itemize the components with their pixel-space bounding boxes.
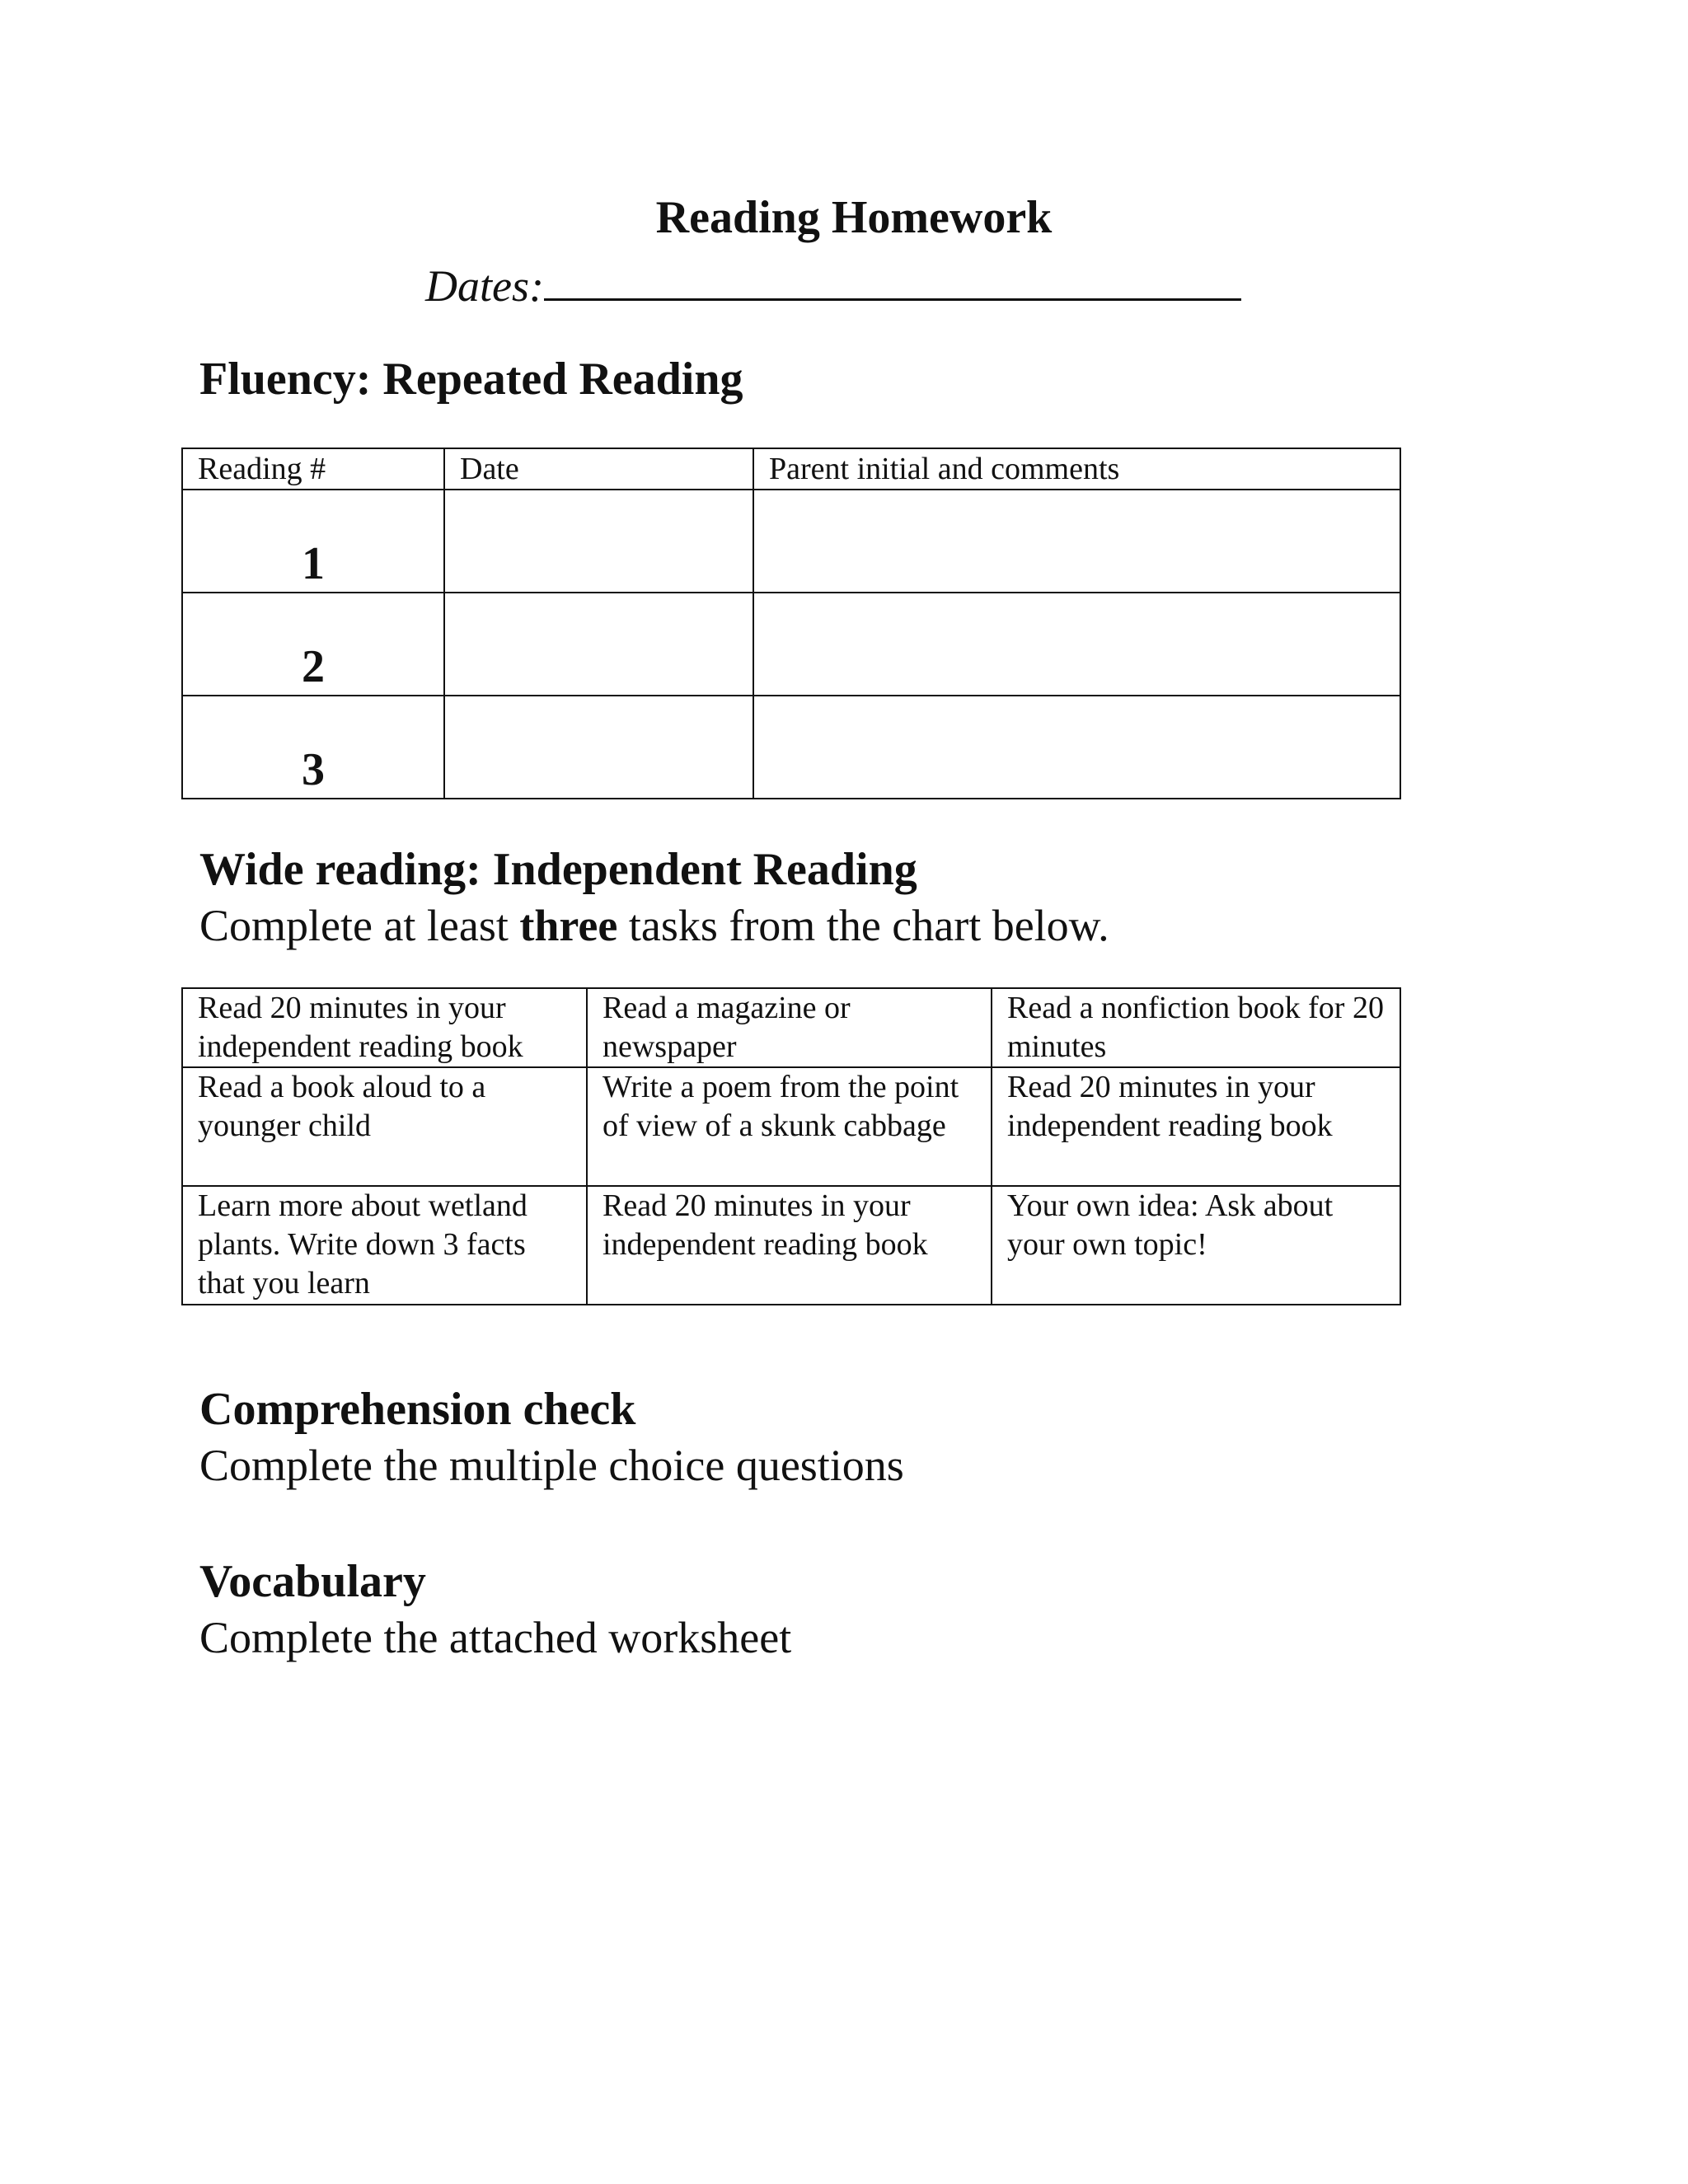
column-header-reading-number: Reading # bbox=[182, 448, 444, 490]
tasks-table bbox=[181, 987, 1401, 1305]
date-cell[interactable] bbox=[444, 696, 753, 799]
task-cell: Read a nonfiction book for 20 minutes bbox=[992, 988, 1400, 1067]
task-cell: Read 20 minutes in your independent reading book bbox=[992, 1067, 1400, 1186]
vocabulary-text: Complete the attached worksheet bbox=[199, 1613, 792, 1662]
task-cell: Learn more about wetland plants. Write down 3 facts that you learn bbox=[182, 1186, 587, 1305]
instruction-text: tasks from the chart below. bbox=[617, 901, 1109, 950]
task-cell: Read a magazine or newspaper bbox=[587, 988, 992, 1067]
task-cell: Read a book aloud to a younger child bbox=[182, 1067, 587, 1186]
fluency-table bbox=[181, 448, 1401, 799]
instruction-text: Complete at least bbox=[199, 901, 520, 950]
fluency-row bbox=[182, 696, 1400, 799]
comprehension-text: Complete the multiple choice questions bbox=[199, 1441, 904, 1490]
task-cell: Read 20 minutes in your independent reading book bbox=[587, 1186, 992, 1305]
reading-number: 1 bbox=[182, 490, 444, 593]
date-cell[interactable] bbox=[444, 593, 753, 696]
tasks-row bbox=[182, 1067, 1400, 1186]
vocabulary-heading: Vocabulary bbox=[199, 1556, 426, 1607]
task-cell: Write a poem from the point of view of a skunk cabbage bbox=[587, 1067, 992, 1186]
column-header-date: Date bbox=[444, 448, 753, 490]
reading-number: 2 bbox=[182, 593, 444, 696]
parent-comment-cell[interactable] bbox=[753, 593, 1400, 696]
parent-comment-cell[interactable] bbox=[753, 490, 1400, 593]
task-cell: Your own idea: Ask about your own topic! bbox=[992, 1186, 1400, 1305]
wide-reading-instruction bbox=[199, 903, 1109, 948]
tasks-row bbox=[182, 988, 1400, 1067]
parent-comment-cell[interactable] bbox=[753, 696, 1400, 799]
dates-label: Dates: bbox=[425, 261, 544, 311]
instruction-emphasis: three bbox=[519, 901, 618, 950]
dates-line bbox=[425, 261, 1241, 311]
reading-number: 3 bbox=[182, 696, 444, 799]
column-header-parent-comments: Parent initial and comments bbox=[753, 448, 1400, 490]
fluency-row bbox=[182, 490, 1400, 593]
date-cell[interactable] bbox=[444, 490, 753, 593]
fluency-heading: Fluency: Repeated Reading bbox=[199, 354, 743, 405]
comprehension-heading: Comprehension check bbox=[199, 1384, 636, 1435]
dates-blank-line[interactable] bbox=[544, 262, 1241, 301]
wide-reading-heading: Wide reading: Independent Reading bbox=[199, 844, 917, 895]
task-cell: Read 20 minutes in your independent reading book bbox=[182, 988, 587, 1067]
tasks-row bbox=[182, 1186, 1400, 1305]
fluency-row bbox=[182, 593, 1400, 696]
page-title: Reading Homework bbox=[655, 192, 1053, 243]
fluency-header-row bbox=[182, 448, 1400, 490]
